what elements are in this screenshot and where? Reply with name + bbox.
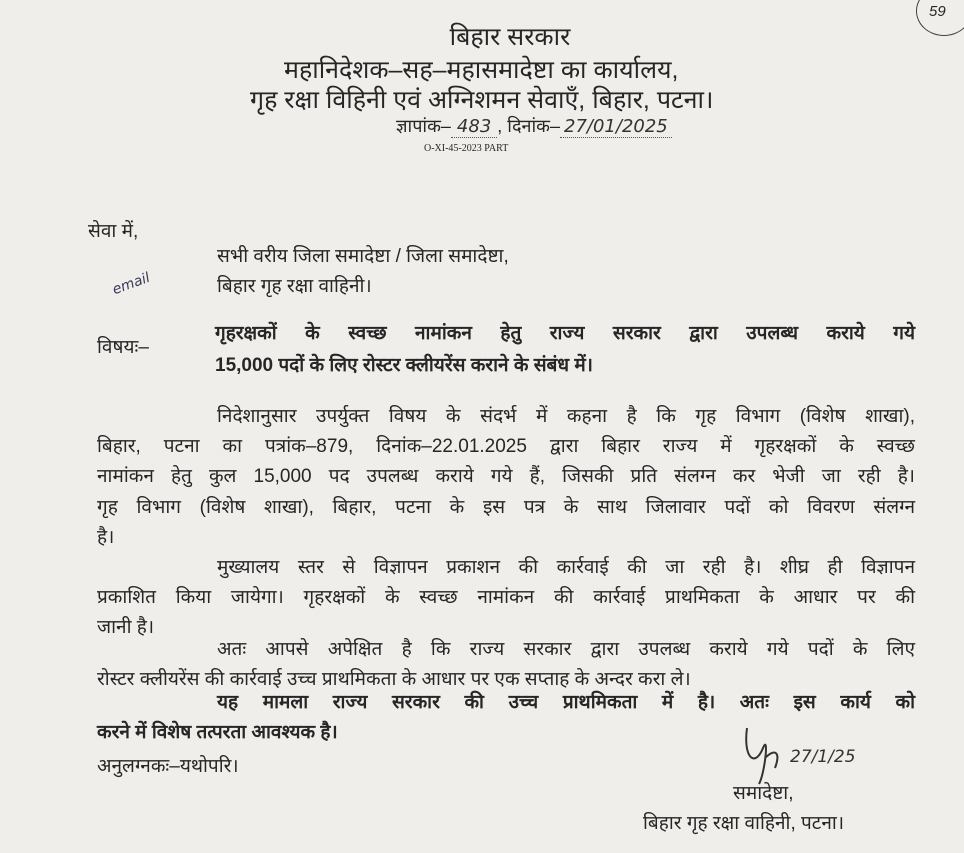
department-title: गृह रक्षा विहिनी एवं अग्निशमन सेवाएँ, बिहार, पटना।	[250, 86, 714, 114]
para2-line: मुख्यालय स्तर से विज्ञापन प्रकाशन की कार्रवाई की जा रही है। शीघ्र ही विज्ञापन	[217, 557, 915, 578]
addressee-line-2: बिहार गृह रक्षा वाहिनी।	[217, 276, 372, 297]
memo-line	[396, 114, 672, 139]
para1-line: निदेशानुसार उपर्युक्त विषय के संदर्भ में कहना है कि गृह विभाग (विशेष शाखा),	[217, 406, 915, 427]
stamp-number: 59	[929, 3, 946, 20]
para1-line: गृह विभाग (विशेष शाखा), बिहार, पटना के इस पत्र के साथ जिलावार पदों को विवरण संलग्न	[97, 497, 915, 518]
email-handwritten-note: email	[110, 269, 153, 299]
subject-line-1: गृहरक्षकों के स्वच्छ नामांकन हेतु राज्य सरकार द्वारा उपलब्ध कराये गये	[215, 323, 915, 344]
para1-line: बिहार, पटना का पत्रांक–879, दिनांक–22.01.2025 द्वारा बिहार राज्य में गृहरक्षकों के स्वच्छ	[97, 436, 915, 457]
memo-date: 27/01/2025	[560, 116, 672, 138]
para4-line: यह मामला राज्य सरकार की उच्च प्राथमिकता में है। अतः इस कार्य को	[217, 692, 915, 713]
office-title: महानिदेशक–सह–महासमादेष्टा का कार्यालय,	[284, 56, 679, 84]
page-number-stamp	[916, 0, 964, 36]
memo-label: ज्ञापांक–	[396, 116, 451, 136]
subject-label: विषयः–	[97, 337, 149, 358]
enclosure-note: अनुलग्नकः–यथोपरि।	[97, 756, 239, 777]
para1-line: नामांकन हेतु कुल 15,000 पद उपलब्ध कराये गये हैं, जिसकी प्रति संलग्न कर भेजी जा रही है।	[97, 466, 915, 487]
salutation: सेवा में,	[88, 221, 139, 242]
subject-line-2: 15,000 पदों के लिए रोस्टर क्लीयरेंस कराने के संबंध में।	[215, 355, 593, 376]
para2-line: प्रकाशित किया जायेगा। गृहरक्षकों के स्वच्छ नामांकन की कार्रवाई प्राथमिकता के आधार पर की	[97, 587, 915, 608]
signatory-organization: बिहार गृह रक्षा वाहिनी, पटना।	[643, 813, 845, 834]
memo-number: 483	[451, 116, 497, 138]
para4-line: करने में विशेष तत्परता आवश्यक है।	[97, 722, 338, 743]
para1-line: है।	[97, 527, 115, 548]
designation: समादेष्टा,	[733, 783, 794, 804]
addressee-line-1: सभी वरीय जिला समादेष्टा / जिला समादेष्टा,	[217, 246, 509, 267]
para2-line: जानी है।	[97, 617, 155, 638]
file-reference: O-XI-45-2023 PART	[424, 143, 509, 154]
signature-date: 27/1/25	[790, 747, 856, 767]
date-label: , दिनांक–	[497, 116, 560, 136]
para3-line: अतः आपसे अपेक्षित है कि राज्य सरकार द्वारा उपलब्ध कराये गये पदों के लिए	[217, 639, 915, 660]
govt-title: बिहार सरकार	[449, 23, 571, 51]
para3-line: रोस्टर क्लीयरेंस की कार्रवाई उच्च प्राथमिकता के आधार पर एक सप्ताह के अन्दर करा ले।	[97, 669, 691, 690]
